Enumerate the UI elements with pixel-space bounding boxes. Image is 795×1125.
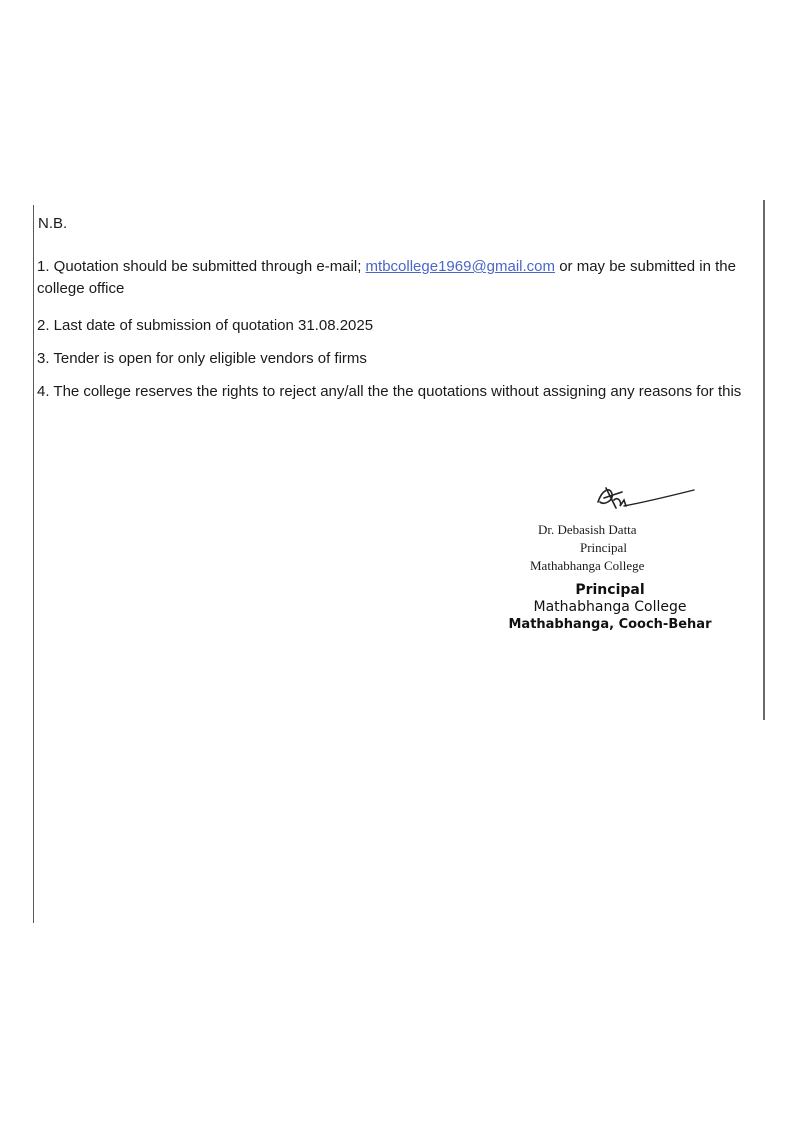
scan-border-right [763,200,765,720]
note-item-1 [37,256,759,300]
scan-border-left [33,205,34,923]
signatory-title: Principal [580,540,627,555]
stamp-address: Mathabhanga, Cooch-Behar [508,617,712,632]
handwritten-signature [590,480,700,520]
note-item-3: 3. Tender is open for only eligible vendors of firms [37,350,367,367]
nb-heading: N.B. [38,215,68,232]
signatory-name: Dr. Debasish Datta [538,522,637,537]
signatory-college: Mathabhanga College [530,558,645,573]
note-item-4: 4. The college reserves the rights to reject any/all the the quotations without assigning any reasons for this [37,383,742,400]
official-stamp [505,582,715,633]
note-item-1-prefix: 1. Quotation should be submitted through e-mail; [37,258,366,275]
note-item-1-suffix: or may be submitted in the college office [37,258,736,297]
note-item-2: 2. Last date of submission of quotation 31.08.2025 [37,317,374,334]
stamp-college: Mathabhanga College [533,599,687,615]
stamp-title: Principal [575,582,645,598]
email-link[interactable]: mtbcollege1969@gmail.com [365,258,556,275]
